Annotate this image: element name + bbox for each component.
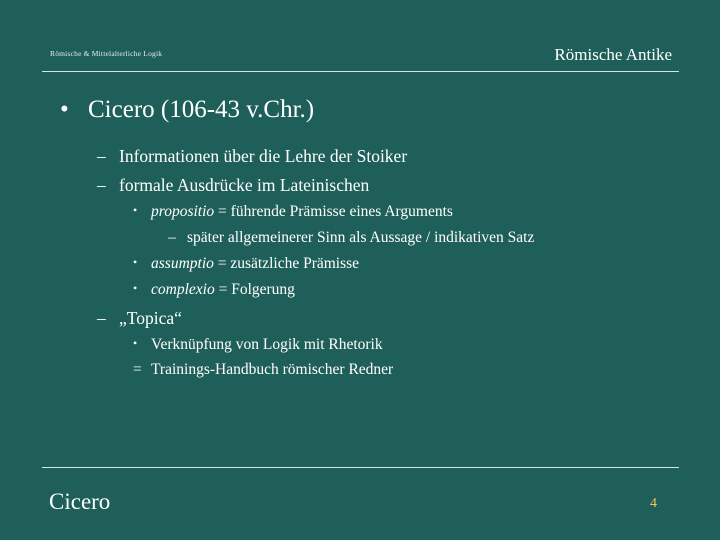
sub-list-item	[133, 255, 359, 273]
bullet-icon: •	[133, 255, 138, 269]
dash-icon: –	[168, 229, 176, 246]
definition: = zusätzliche Prämisse	[213, 255, 360, 272]
bullet-icon: •	[133, 336, 138, 350]
sub-list-item	[133, 281, 295, 299]
bullet-icon: •	[60, 96, 69, 123]
slide-title-bullet	[60, 96, 314, 124]
list-item-text: Informationen über die Lehre der Stoiker	[119, 146, 408, 166]
sub-list-item	[133, 203, 453, 221]
list-item-text: Verknüpfung von Logik mit Rhetorik	[151, 336, 383, 353]
bullet-icon: •	[133, 203, 138, 217]
term: propositio	[151, 203, 215, 220]
definition: = Folgerung	[214, 281, 295, 298]
dash-icon: –	[97, 175, 106, 195]
sub-sub-list-item	[168, 229, 534, 247]
slide-title: Cicero (106-43 v.Chr.)	[88, 96, 315, 123]
header-section-title: Römische Antike	[554, 45, 672, 64]
dash-icon: –	[97, 146, 106, 166]
list-item-text: „Topica“	[119, 308, 182, 328]
footer-title: Cicero	[49, 489, 111, 514]
header-divider	[42, 71, 679, 72]
equals-icon: =	[133, 361, 142, 378]
header-course-title: Römische & Mittelalterliche Logik	[50, 49, 163, 58]
list-item	[97, 175, 369, 196]
footer-divider	[42, 467, 679, 468]
sub-list-item	[133, 336, 383, 354]
bullet-icon: •	[133, 281, 138, 295]
list-item-text: Trainings-Handbuch römischer Redner	[151, 361, 394, 378]
list-item-text: formale Ausdrücke im Lateinischen	[119, 175, 370, 195]
dash-icon: –	[97, 308, 106, 328]
term: complexio	[151, 281, 215, 298]
definition: = führende Prämisse eines Arguments	[214, 203, 453, 220]
term: assumptio	[151, 255, 214, 272]
page-number: 4	[650, 496, 657, 511]
sub-list-item	[133, 361, 393, 379]
list-item	[97, 146, 407, 167]
note-text: später allgemeinerer Sinn als Aussage / indikativen Satz	[187, 229, 535, 246]
list-item	[97, 308, 182, 329]
